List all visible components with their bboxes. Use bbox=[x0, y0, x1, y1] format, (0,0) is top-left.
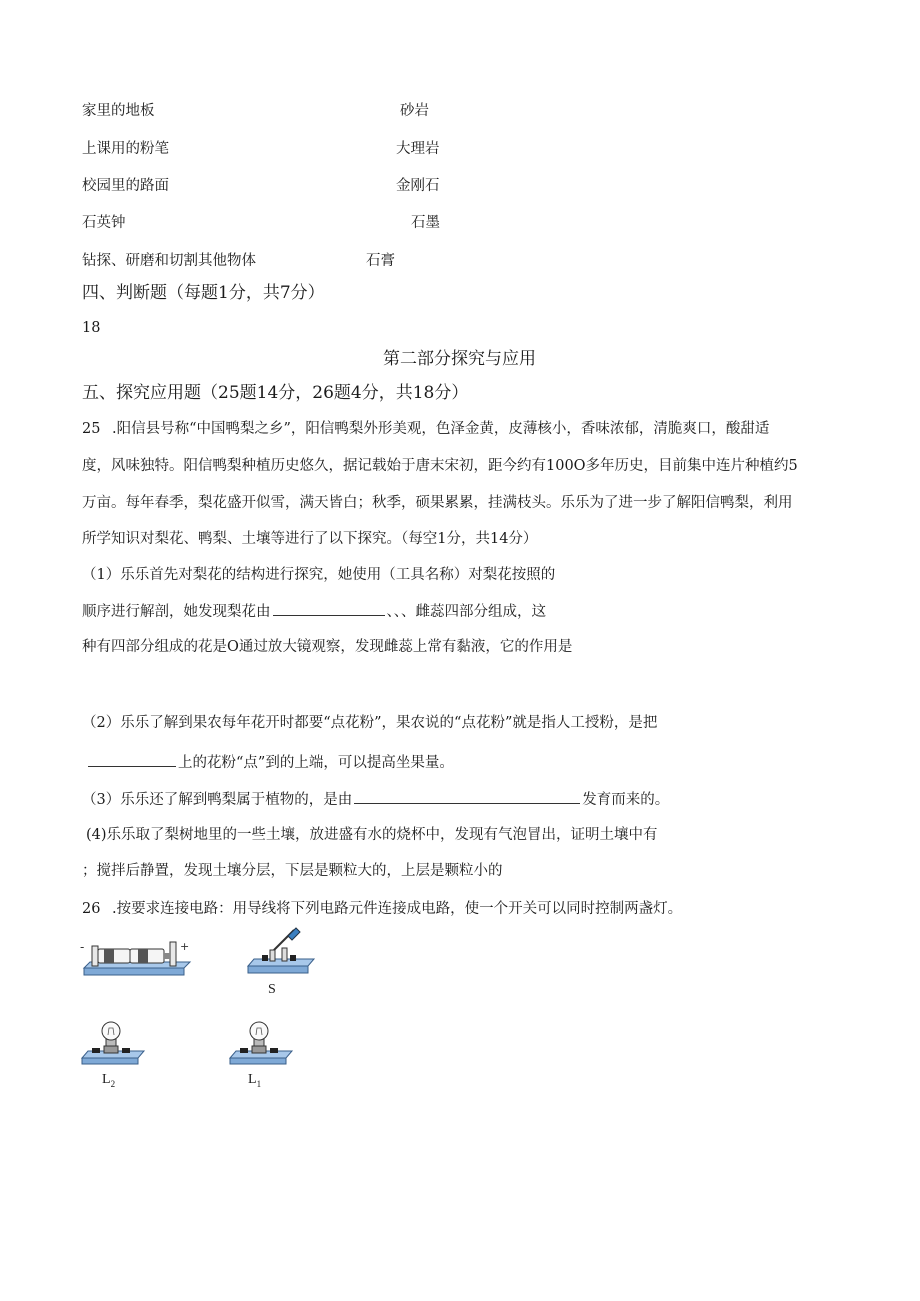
q25-intro-line2: 度，风味独特。阳信鸭梨种植历史悠久，据记载始于唐末宋初，距今约有100O多年历史，目前集中连片种植约5 bbox=[82, 458, 798, 474]
q25-part1-line2 bbox=[82, 601, 546, 622]
q25-part3-end: 发育而来的。 bbox=[582, 792, 670, 808]
lamp-l1-label bbox=[248, 1072, 261, 1092]
q25-part2-line2 bbox=[88, 752, 454, 773]
q25-part3 bbox=[82, 789, 669, 810]
battery-plus-label: + bbox=[180, 940, 190, 953]
section4-title: 四、判断题（每题1分，共7分） bbox=[82, 283, 325, 303]
q25-part4-line1: (4)乐乐取了梨树地里的一些土壤，放进盛有水的烧杯中，发现有气泡冒出，证明土壤中有 bbox=[86, 827, 658, 843]
lamp-l2-label bbox=[102, 1072, 115, 1092]
q25-number: 25 bbox=[82, 421, 101, 437]
q26-number: 26 bbox=[82, 901, 101, 917]
battery-minus-label: - bbox=[80, 940, 85, 954]
matching-right-1: 砂岩 bbox=[400, 103, 429, 119]
matching-right-4: 石墨 bbox=[411, 215, 440, 231]
battery-holder-icon[interactable] bbox=[80, 938, 192, 982]
section4-number: 18 bbox=[82, 320, 101, 336]
q25-intro-line4: 所学知识对梨花、鸭梨、土壤等进行了以下探究。（每空1分，共14分） bbox=[82, 531, 538, 547]
lamp-l2-label-base: L bbox=[102, 1072, 111, 1087]
q26-text: .按要求连接电路：用导线将下列电路元件连接成电路，使一个开关可以同时控制两盏灯。 bbox=[112, 901, 683, 917]
q25-part4-line2: ；搅拌后静置，发现土壤分层，下层是颗粒大的，上层是颗粒小的 bbox=[82, 863, 503, 879]
lamp-l1-label-base: L bbox=[248, 1072, 257, 1087]
switch-label: S bbox=[268, 982, 276, 997]
matching-right-2: 大理岩 bbox=[396, 141, 440, 157]
q25-part2-line2-text: 上的花粉“点”到的上端，可以提高坐果量。 bbox=[178, 755, 454, 771]
q25-part1-line1: （1）乐乐首先对梨花的结构进行探究，她使用（工具名称）对梨花按照的 bbox=[82, 567, 556, 583]
answer-blank[interactable] bbox=[273, 601, 385, 616]
matching-right-3: 金刚石 bbox=[396, 178, 440, 194]
section5-title: 五、探究应用题（25题14分，26题4分，共18分） bbox=[82, 383, 469, 403]
matching-left-4: 石英钟 bbox=[82, 215, 126, 231]
q25-intro-line1: .阳信县号称“中国鸭梨之乡”，阳信鸭梨外形美观，色泽金黄，皮薄核小，香味浓郁，清脆爽口，酸甜适 bbox=[112, 421, 770, 437]
matching-left-5: 钻探、研磨和切割其他物体 bbox=[82, 253, 256, 269]
q25-part1-line3: 种有四部分组成的花是O通过放大镜观察，发现雌蕊上常有黏液，它的作用是 bbox=[82, 639, 573, 655]
matching-left-3: 校园里的路面 bbox=[82, 178, 169, 194]
matching-right-5: 石膏 bbox=[366, 253, 395, 269]
knife-switch-icon[interactable] bbox=[244, 926, 316, 978]
light-bulb-l2-icon[interactable] bbox=[78, 1020, 146, 1068]
answer-blank[interactable] bbox=[354, 789, 580, 804]
part2-title: 第二部分探究与应用 bbox=[383, 349, 536, 369]
q25-intro-line3: 万亩。每年春季，梨花盛开似雪，满天皆白；秋季，硕果累累，挂满枝头。乐乐为了进一步了解阳信鸭梨，利用 bbox=[82, 495, 793, 511]
light-bulb-l1-icon[interactable] bbox=[226, 1020, 294, 1068]
q25-part1-line2-end: 、、、雌蕊四部分组成，这 bbox=[386, 604, 546, 620]
lamp-l2-label-sub: 2 bbox=[110, 1078, 116, 1089]
answer-blank[interactable] bbox=[88, 752, 176, 767]
lamp-l1-label-sub: 1 bbox=[256, 1078, 262, 1089]
q25-part1-line2-start: 顺序进行解剖，她发现梨花由 bbox=[82, 604, 271, 620]
q25-part2-line1: （2）乐乐了解到果农每年花开时都要“点花粉”，果农说的“点花粉”就是指人工授粉，是把 bbox=[82, 715, 658, 731]
matching-left-2: 上课用的粉笔 bbox=[82, 141, 169, 157]
q25-part3-start: （3）乐乐还了解到鸭梨属于植物的，是由 bbox=[82, 792, 353, 808]
matching-left-1: 家里的地板 bbox=[82, 103, 155, 119]
